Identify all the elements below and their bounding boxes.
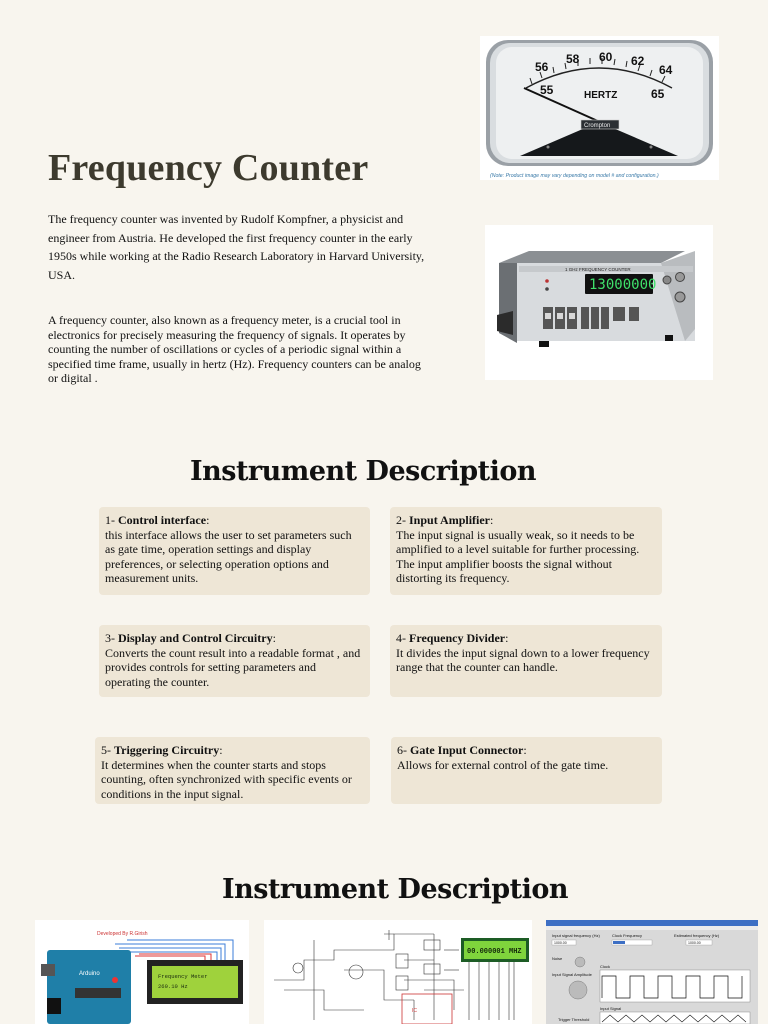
description-card-display-control — [99, 625, 370, 697]
card-number: 3- — [105, 631, 118, 645]
meter-scale-62: 62 — [631, 54, 645, 68]
labview-label-5: Trigger Threshold — [558, 1017, 590, 1022]
arduino-credit: Developed By R.Girish — [97, 931, 148, 937]
description-card-control-interface — [99, 507, 370, 595]
card-separator: : — [523, 743, 527, 757]
meter-scale-55: 55 — [540, 83, 554, 97]
card-text: The input signal is usually weak, so it needs to be amplified to a level suitable for further processing. The input amplifier boosts the signal without distorting its frequency. — [396, 527, 640, 585]
card-number: 1- — [105, 513, 118, 527]
meter-brand: Crompton — [584, 123, 611, 129]
definition-paragraph: A frequency counter, also known as a frequency meter, is a crucial tool in electronics for precisely measuring the frequency of signals. It operates by counting the number of oscillations or cycles of a periodic signal within a specified time frame, usually in hertz (Hz). Frequency counters can be analog or digital . — [48, 313, 421, 385]
labview-panel-image — [546, 920, 758, 1024]
card-title: Display and Control Circuitry — [118, 631, 273, 645]
card-number: 6- — [397, 743, 410, 757]
schematic-circuit-image — [264, 920, 532, 1024]
card-text: this interface allows the user to set parameters such as gate time, operation settings and display preferences, or selecting operation options and measurement units. — [105, 527, 352, 585]
page-title: Frequency Counter — [48, 147, 369, 189]
card-separator: : — [505, 631, 509, 645]
labview-label-1: Clock Frequency — [612, 933, 643, 938]
labview-value-2: 1000.00 — [688, 941, 701, 945]
meter-scale-60: 60 — [599, 50, 613, 64]
card-title: Input Amplifier — [409, 513, 491, 527]
meter-note: (Note: Product image may vary depending on model # and configuration.) — [490, 173, 659, 179]
description-card-input-amplifier — [390, 507, 662, 595]
labview-label-4: Input Signal Amplitude — [552, 972, 592, 977]
card-separator: : — [206, 513, 210, 527]
labview-value-0: 1000.00 — [554, 941, 567, 945]
card-text: Converts the count result into a readable format , and provides controls for setting parameters and operating the counter. — [105, 645, 361, 689]
section-heading-instrument-description: Instrument Description — [190, 456, 536, 487]
description-card-frequency-divider — [390, 625, 662, 697]
meter-scale-56: 56 — [535, 60, 549, 74]
arduino-lcd-line2: 260.10 Hz — [158, 983, 188, 990]
meter-unit-label: HERTZ — [584, 90, 618, 101]
card-title: Triggering Circuitry — [114, 743, 220, 757]
section-heading-instrument-description-2: Instrument Description — [222, 874, 568, 905]
card-number: 5- — [101, 743, 114, 757]
card-title: Frequency Divider — [409, 631, 506, 645]
labview-label-3: Noise — [552, 956, 563, 961]
labview-label-6: Input Signal — [600, 1006, 622, 1011]
intro-paragraph: The frequency counter was invented by Rudolf Kompfner, a physicist and engineer from Austria. He developed the first frequency counter in the early 1950s while working at the Radio Research Laboratory in Harvard University, USA. — [48, 212, 425, 282]
arduino-frequency-meter-image — [35, 920, 249, 1024]
description-card-gate-input — [391, 737, 662, 804]
card-separator: : — [272, 631, 276, 645]
meter-scale-64: 64 — [659, 63, 673, 77]
description-card-triggering-circuitry — [95, 737, 370, 804]
card-text: Allows for external control of the gate time. — [397, 757, 609, 772]
card-separator: : — [490, 513, 494, 527]
arduino-board-label: Arduino — [79, 971, 100, 977]
arduino-lcd-line1: Frequency Meter — [158, 973, 208, 980]
meter-scale-65: 65 — [651, 87, 665, 101]
card-text: It divides the input signal down to a lower frequency range that the counter can handle. — [396, 645, 650, 674]
svg-text:IC: IC — [412, 1008, 417, 1014]
meter-scale-58: 58 — [566, 52, 580, 66]
labview-label-2: Estimated frequency (Hz) — [674, 933, 720, 938]
labview-label-7: Clock — [600, 964, 611, 969]
labview-label-0: Input signal frequency (Hz) — [552, 933, 600, 938]
analog-meter-image — [480, 36, 719, 180]
counter-model-label: 1 GHz FREQUENCY COUNTER — [565, 267, 631, 272]
card-number: 2- — [396, 513, 409, 527]
card-text: It determines when the counter starts and stops counting, often synchronized with specific events or conditions in the input signal. — [101, 757, 352, 801]
card-title: Gate Input Connector — [410, 743, 524, 757]
counter-display-value: 13000000 — [589, 277, 657, 293]
digital-counter-image — [485, 225, 713, 380]
schematic-lcd-value: 00.000001 MHZ — [467, 948, 522, 956]
card-number: 4- — [396, 631, 409, 645]
card-separator: : — [219, 743, 223, 757]
card-title: Control interface — [118, 513, 207, 527]
